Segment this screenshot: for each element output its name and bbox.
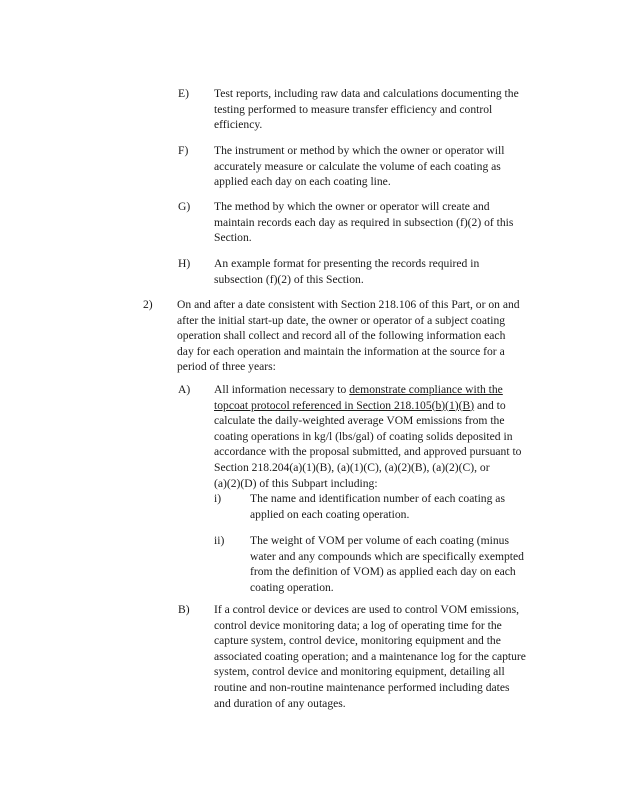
item-label: E) xyxy=(178,87,189,100)
item-label: 2) xyxy=(143,298,153,311)
item-text: If a control device or devices are used to control VOM emissions, control device monitoring data; a log of operating time for the capture system, control device, monitoring equipment and the associated coating operation; and a maintenance log for the capture system, control device and monitoring equipment, detailing all routine and non-routine maintenance performed including dates and duration of any outages. xyxy=(214,603,526,710)
item-text: The instrument or method by which the owner or operator will accurately measure or calculate the volume of each coating as applied each day on each coating line. xyxy=(214,144,505,189)
item-label: B) xyxy=(178,603,190,616)
item-label: ii) xyxy=(214,534,225,547)
item-text: On and after a date consistent with Section 218.106 of this Part, or on and after the initial start-up date, the owner or operator of a subject coating operation shall collect and record all of the following information each day for each operation and maintain the information at the source for a period of three years: xyxy=(177,298,520,374)
item-text: The method by which the owner or operator will create and maintain records each day as required in subsection (f)(2) of this Section. xyxy=(214,200,514,245)
underlined-text: demonstrate compliance with the xyxy=(349,383,503,396)
item-label: i) xyxy=(214,492,222,505)
item-text: The weight of VOM per volume of each coating (minus water and any compounds which are specifically exempted from the definition of VOM) as applied each day on each coating operation. xyxy=(250,534,524,594)
item-label: G) xyxy=(178,200,191,213)
item-text: The name and identification number of each coating as applied on each coating operation. xyxy=(250,492,505,521)
item-text: All information necessary to demonstrate compliance with the topcoat protocol referenced in Section 218.105(b)(1)(B) and to calculate the daily-weighted average VOM emissions from the coating operations in kg/l (lbs/gal) of coating solids deposited in accordance with the proposal submitted, and approved pursuant to Section 218.204(a)(1)(B), (a)(1)(C), (a)(2)(B), (a)(2)(C), or (a)(2)(D) of this Subpart including: xyxy=(214,383,522,490)
item-label: H) xyxy=(178,257,191,270)
underlined-text: topcoat protocol referenced in Section 218.105(b)(1)(B) xyxy=(214,398,475,412)
item-text: An example format for presenting the records required in subsection (f)(2) of this Section. xyxy=(214,257,480,286)
item-label: A) xyxy=(178,383,191,396)
item-label: F) xyxy=(178,144,189,157)
item-text: Test reports, including raw data and calculations documenting the testing performed to measure transfer efficiency and control efficiency. xyxy=(214,87,519,132)
